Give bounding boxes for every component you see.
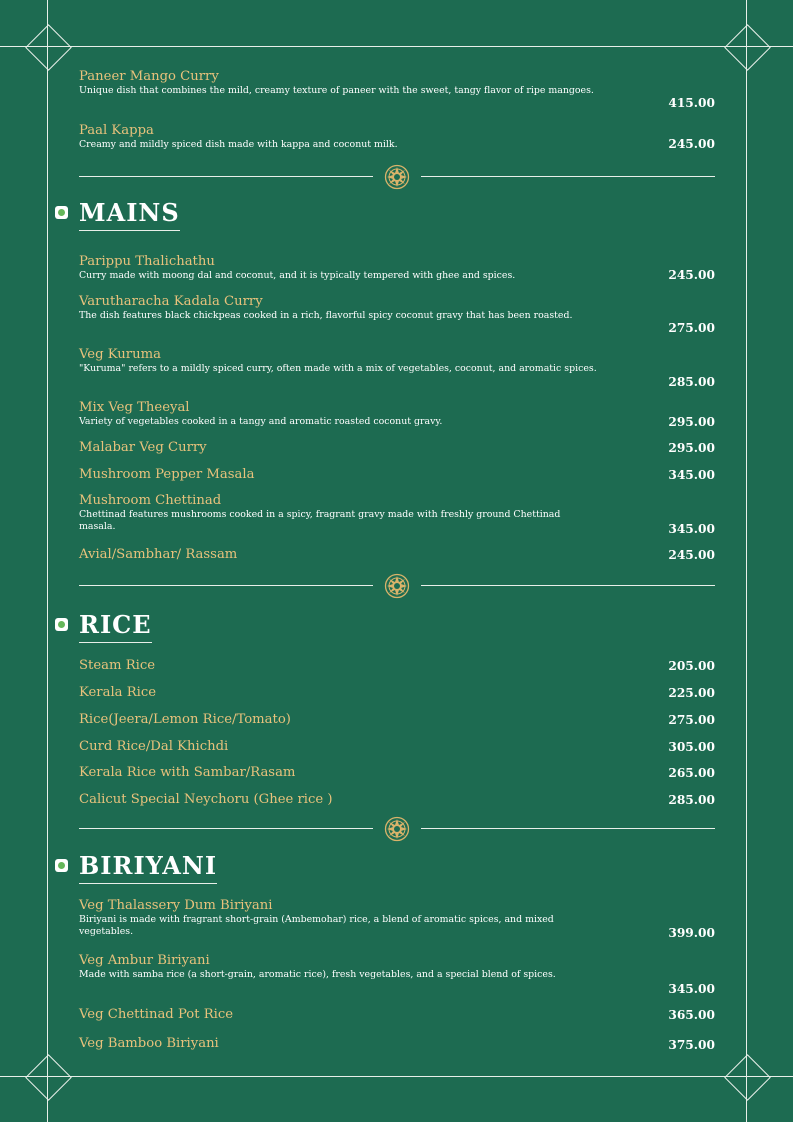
item-price: 345.00 xyxy=(668,522,715,536)
item-name: Paal Kappa xyxy=(79,123,154,138)
item-price: 285.00 xyxy=(668,375,715,389)
menu-item xyxy=(79,494,715,533)
dot-bullet-icon xyxy=(55,859,68,872)
menu-item xyxy=(79,686,715,700)
item-description: Made with samba rice (a short-grain, aromatic rice), fresh vegetables, and a special blend of spices. xyxy=(79,969,556,980)
section-title: MAINS xyxy=(79,199,180,231)
corner-diamond-icon xyxy=(724,24,771,71)
menu-item xyxy=(79,713,715,727)
item-name: Veg Chettinad Pot Rice xyxy=(79,1007,234,1022)
item-price: 305.00 xyxy=(668,740,715,754)
item-name: Mushroom Chettinad xyxy=(79,493,222,508)
item-name: Varutharacha Kadala Curry xyxy=(79,294,263,309)
item-price: 375.00 xyxy=(668,1038,715,1052)
corner-diamond-icon xyxy=(25,24,72,71)
item-name: Parippu Thalichathu xyxy=(79,254,215,269)
item-price: 365.00 xyxy=(668,1008,715,1022)
menu-item xyxy=(79,548,715,562)
menu-item xyxy=(79,793,715,807)
menu-item xyxy=(79,255,715,282)
menu-item xyxy=(79,1037,715,1051)
item-name: Veg Thalassery Dum Biriyani xyxy=(79,898,273,913)
item-price: 245.00 xyxy=(668,268,715,282)
section-divider xyxy=(79,167,715,187)
menu-item xyxy=(79,468,715,482)
dot-bullet-icon xyxy=(55,206,68,219)
menu-item xyxy=(79,954,715,981)
item-price: 345.00 xyxy=(668,982,715,996)
item-description: "Kuruma" refers to a mildly spiced curry, often made with a mix of vegetables, coconut, and aromatic spices. xyxy=(79,363,597,374)
menu-item xyxy=(79,70,715,97)
menu-item xyxy=(79,659,715,673)
item-name: Mix Veg Theeyal xyxy=(79,400,190,415)
section-divider xyxy=(79,819,715,839)
item-description: Biriyani is made with fragrant short-grain (Ambemohar) rice, a blend of aromatic spices, and mixed vegetables. xyxy=(79,914,554,937)
item-price: 265.00 xyxy=(668,766,715,780)
item-name: Veg Bamboo Biriyani xyxy=(79,1036,219,1051)
menu-item xyxy=(79,441,715,455)
item-name: Steam Rice xyxy=(79,658,156,673)
menu-item xyxy=(79,740,715,754)
item-description: Chettinad features mushrooms cooked in a spicy, fragrant gravy made with freshly ground Chettinad masala. xyxy=(79,509,561,532)
item-name: Avial/Sambhar/ Rassam xyxy=(79,547,238,562)
menu-item xyxy=(79,401,715,428)
frame-line-right xyxy=(746,0,747,1122)
item-price: 275.00 xyxy=(668,321,715,335)
item-description: Creamy and mildly spiced dish made with kappa and coconut milk. xyxy=(79,139,398,150)
corner-diamond-icon xyxy=(25,1054,72,1101)
item-price: 275.00 xyxy=(668,713,715,727)
item-name: Mushroom Pepper Masala xyxy=(79,467,255,482)
item-description: Curry made with moong dal and coconut, and it is typically tempered with ghee and spices. xyxy=(79,270,516,281)
item-name: Malabar Veg Curry xyxy=(79,440,207,455)
menu-item xyxy=(79,124,715,151)
item-description: Unique dish that combines the mild, creamy texture of paneer with the sweet, tangy flavor of ripe mangoes. xyxy=(79,85,594,96)
item-price: 285.00 xyxy=(668,793,715,807)
menu-item xyxy=(79,348,715,375)
item-name: Rice(Jeera/Lemon Rice/Tomato) xyxy=(79,712,291,727)
frame-line-top xyxy=(0,46,793,47)
item-price: 345.00 xyxy=(668,468,715,482)
flower-ornament-icon xyxy=(384,164,410,190)
menu-item xyxy=(79,1008,715,1022)
item-price: 295.00 xyxy=(668,441,715,455)
item-name: Kerala Rice with Sambar/Rasam xyxy=(79,765,296,780)
frame-line-bottom xyxy=(0,1076,793,1077)
menu-item xyxy=(79,766,715,780)
section-title: BIRIYANI xyxy=(79,852,217,884)
item-description: Variety of vegetables cooked in a tangy and aromatic roasted coconut gravy. xyxy=(79,416,443,427)
item-price: 295.00 xyxy=(668,415,715,429)
menu-item xyxy=(79,295,715,322)
corner-diamond-icon xyxy=(724,1054,771,1101)
dot-bullet-icon xyxy=(55,618,68,631)
item-price: 245.00 xyxy=(668,548,715,562)
item-price: 205.00 xyxy=(668,659,715,673)
item-name: Veg Ambur Biriyani xyxy=(79,953,210,968)
item-name: Kerala Rice xyxy=(79,685,157,700)
item-name: Curd Rice/Dal Khichdi xyxy=(79,739,229,754)
frame-line-left xyxy=(47,0,48,1122)
item-name: Calicut Special Neychoru (Ghee rice ) xyxy=(79,792,333,807)
item-price: 399.00 xyxy=(668,926,715,940)
item-description: The dish features black chickpeas cooked in a rich, flavorful spicy coconut gravy that has been roasted. xyxy=(79,310,573,321)
section-title: RICE xyxy=(79,611,152,643)
flower-ornament-icon xyxy=(384,816,410,842)
item-price: 415.00 xyxy=(668,96,715,110)
item-price: 245.00 xyxy=(668,137,715,151)
menu-item xyxy=(79,899,715,938)
flower-ornament-icon xyxy=(384,573,410,599)
section-divider xyxy=(79,576,715,596)
item-name: Veg Kuruma xyxy=(79,347,161,362)
item-price: 225.00 xyxy=(668,686,715,700)
item-name: Paneer Mango Curry xyxy=(79,69,219,84)
